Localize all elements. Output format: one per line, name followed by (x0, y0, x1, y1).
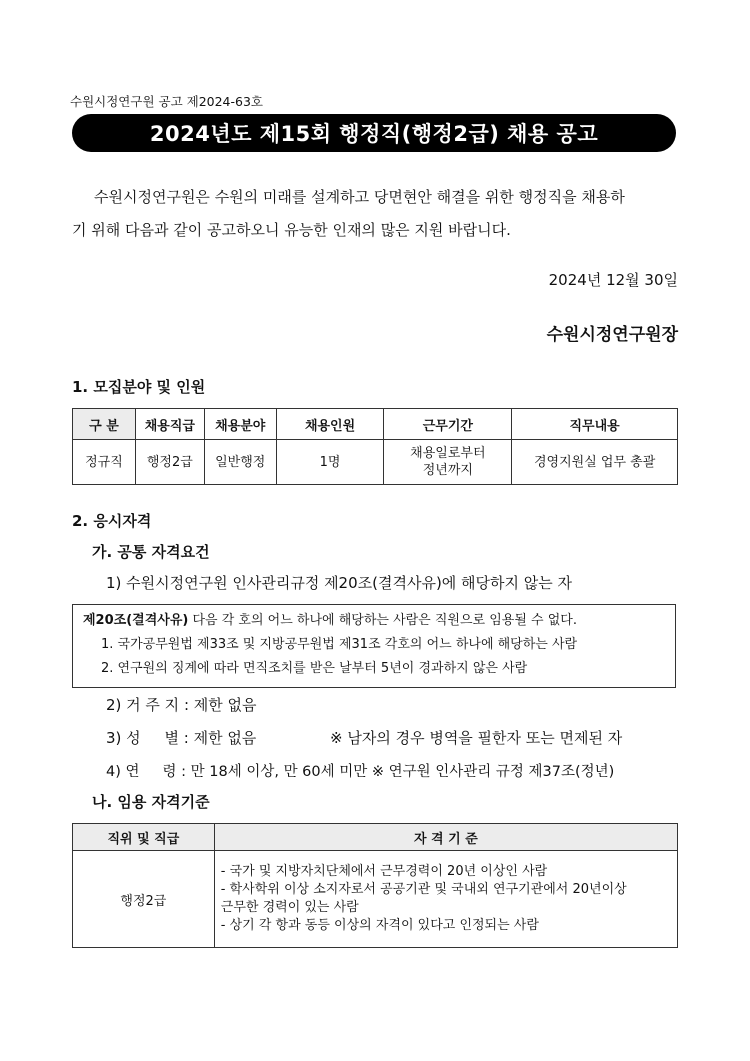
qualification-item-3-note: ※ 남자의 경우 병역을 필한자 또는 면제된 자 (330, 729, 623, 747)
subsection-b-heading: 나. 임용 자격기준 (92, 793, 210, 811)
box-title: 제20조(결격사유) (83, 613, 189, 628)
box-title-line (83, 609, 665, 633)
col-grade: 채용직급 (135, 409, 204, 440)
table-row (73, 851, 678, 948)
criteria-line-2: - 학사학위 이상 소지자로서 공공기관 및 국내외 연구기관에서 20년이상 (220, 882, 627, 897)
issuer-name: 수원시정연구원장 (546, 325, 678, 345)
section-2-heading: 2. 응시자격 (72, 512, 152, 530)
col-position: 직위 및 직급 (73, 824, 215, 851)
page-title: 2024년도 제15회 행정직(행정2급) 채용 공고 (149, 122, 599, 146)
qualification-item-2: 2) 거 주 지 : 제한 없음 (106, 696, 257, 714)
section-1-heading: 1. 모집분야 및 인원 (72, 378, 206, 396)
disqualification-box (72, 604, 676, 688)
cell-term-line-1: 채용일로부터 (410, 446, 486, 461)
intro-line-2: 기 위해 다음과 같이 공고하오니 유능한 인재의 많은 지원 바랍니다. (72, 221, 511, 239)
cell-headcount: 1명 (276, 440, 384, 485)
cell-grade: 행정2급 (135, 440, 204, 485)
subsection-a-heading: 가. 공통 자격요건 (92, 543, 210, 561)
page-title-banner (72, 114, 676, 152)
col-category: 구 분 (73, 409, 136, 440)
table-header-row (73, 824, 678, 851)
col-field: 채용분야 (204, 409, 276, 440)
notice-number: 수원시정연구원 공고 제2024-63호 (70, 94, 264, 109)
cell-criteria (214, 851, 677, 948)
criteria-table (72, 823, 678, 948)
cell-category: 정규직 (73, 440, 136, 485)
cell-field: 일반행정 (204, 440, 276, 485)
col-criteria: 자 격 기 준 (214, 824, 677, 851)
col-term: 근무기간 (384, 409, 512, 440)
intro-line-1: 수원시정연구원은 수원의 미래를 설계하고 당면현안 해결을 위한 행정직을 채용하 (94, 188, 625, 206)
recruitment-table (72, 408, 678, 485)
cell-duties: 경영지원실 업무 총괄 (512, 440, 678, 485)
table-row (73, 440, 678, 485)
col-headcount: 채용인원 (276, 409, 384, 440)
qualification-item-1: 1) 수원시정연구원 인사관리규정 제20조(결격사유)에 해당하지 않는 자 (106, 574, 573, 592)
box-title-rest: 다음 각 호의 어느 하나에 해당하는 사람은 직원으로 임용될 수 없다. (188, 613, 577, 628)
box-line-2: 2. 연구원의 징계에 따라 면직조치를 받은 날부터 5년이 경과하지 않은 사람 (101, 661, 528, 676)
box-line-1: 1. 국가공무원법 제33조 및 지방공무원법 제31조 각호의 어느 하나에 해당하는 사람 (101, 637, 578, 652)
criteria-line-4: - 상기 각 항과 동등 이상의 자격이 있다고 인정되는 사람 (220, 918, 539, 933)
criteria-line-1: - 국가 및 지방자치단체에서 근무경력이 20년 이상인 사람 (220, 864, 548, 879)
cell-term (384, 440, 512, 485)
qualification-item-4: 4) 연 령 : 만 18세 이상, 만 60세 미만 ※ 연구원 인사관리 규정 제37조(정년) (106, 764, 615, 780)
cell-term-line-2: 정년까지 (422, 463, 473, 478)
criteria-line-3: 근무한 경력이 있는 사람 (220, 900, 359, 915)
col-duties: 직무내용 (512, 409, 678, 440)
notice-date: 2024년 12월 30일 (548, 271, 678, 289)
intro-paragraph (72, 181, 678, 247)
table-header-row (73, 409, 678, 440)
qualification-item-3: 3) 성 별 : 제한 없음 (106, 729, 257, 747)
cell-position: 행정2급 (73, 851, 215, 948)
